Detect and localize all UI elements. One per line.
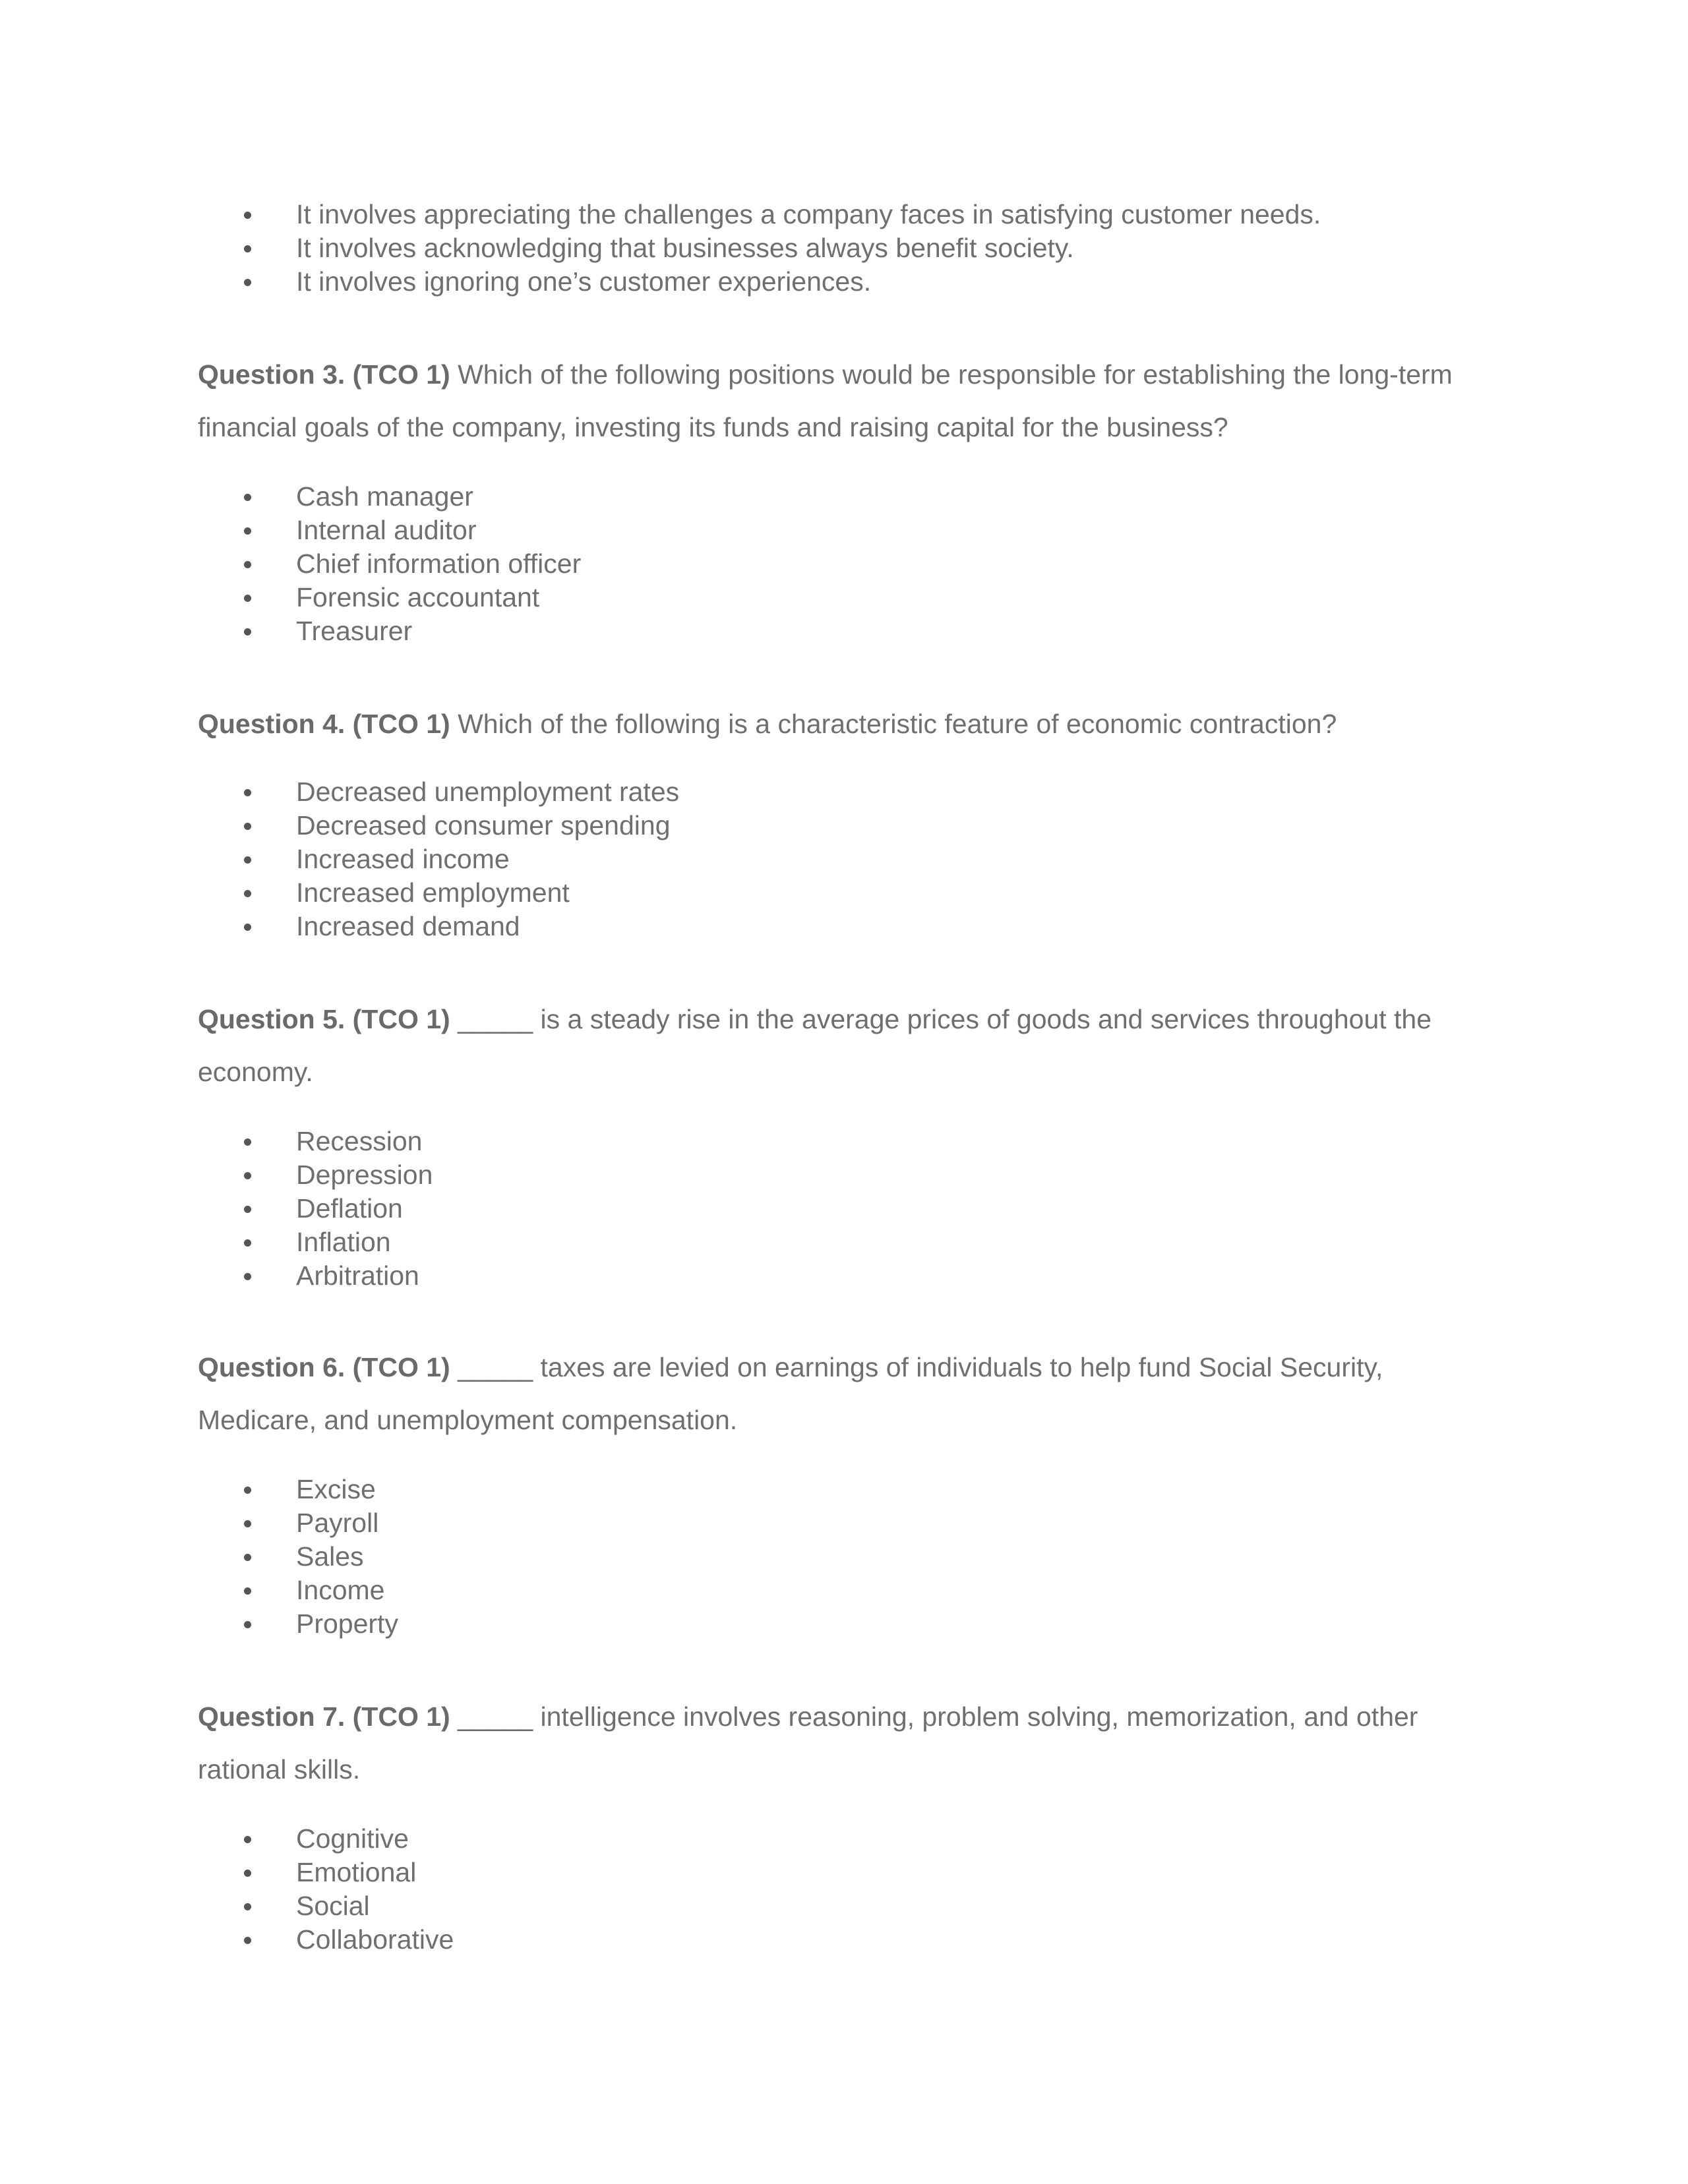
option-item: Treasurer <box>244 614 581 648</box>
question-5 <box>198 993 1490 1098</box>
option-item: Arbitration <box>244 1259 433 1293</box>
question-7 <box>198 1690 1490 1796</box>
option-item: Recession <box>244 1125 433 1158</box>
question-7-options <box>244 1822 454 1957</box>
option-item: Income <box>244 1574 398 1607</box>
option-item: Cash manager <box>244 480 581 514</box>
option-item: Internal auditor <box>244 514 581 547</box>
question-text: Which of the following positions would be responsible for establishing the long-term financial goals of the company, investing its funds and raising capital for the business? <box>198 359 1453 442</box>
question-label: Question 5. (TCO 1) <box>198 1004 450 1034</box>
option-item: Payroll <box>244 1506 398 1540</box>
option-item: Sales <box>244 1540 398 1574</box>
question-6-options <box>244 1473 398 1641</box>
question-label: Question 3. (TCO 1) <box>198 359 450 390</box>
option-item: Cognitive <box>244 1822 454 1856</box>
option-item: Emotional <box>244 1856 454 1889</box>
option-item: It involves ignoring one’s customer experiences. <box>244 265 1321 299</box>
question-4 <box>198 697 1490 750</box>
question-text: _____ taxes are levied on earnings of individuals to help fund Social Security, Medicare, and unemployment compensation. <box>198 1352 1383 1435</box>
option-item: Deflation <box>244 1192 433 1225</box>
question-text: _____ intelligence involves reasoning, problem solving, memorization, and other rational skills. <box>198 1701 1418 1785</box>
option-item: Increased demand <box>244 910 679 943</box>
option-item: Depression <box>244 1158 433 1192</box>
option-item: Increased income <box>244 842 679 876</box>
question-text: Which of the following is a characteristic feature of economic contraction? <box>458 709 1337 739</box>
option-item: Decreased consumer spending <box>244 809 679 842</box>
question-label: Question 7. (TCO 1) <box>198 1701 450 1732</box>
option-item: Excise <box>244 1473 398 1506</box>
question-5-options <box>244 1125 433 1293</box>
option-item: Collaborative <box>244 1923 454 1957</box>
question-4-options <box>244 775 679 943</box>
option-item: Forensic accountant <box>244 581 581 614</box>
question-3 <box>198 348 1490 454</box>
option-item: Social <box>244 1889 454 1923</box>
option-item: It involves appreciating the challenges a company faces in satisfying customer needs. <box>244 198 1321 231</box>
option-item: It involves acknowledging that businesses always benefit society. <box>244 231 1321 265</box>
question-label: Question 6. (TCO 1) <box>198 1352 450 1382</box>
option-item: Increased employment <box>244 876 679 910</box>
question-text: _____ is a steady rise in the average prices of goods and services throughout the economy. <box>198 1004 1432 1087</box>
option-item: Property <box>244 1607 398 1641</box>
option-item: Inflation <box>244 1225 433 1259</box>
option-item: Decreased unemployment rates <box>244 775 679 809</box>
question-6 <box>198 1341 1490 1446</box>
question-3-options <box>244 480 581 648</box>
continued-option-list <box>244 198 1321 299</box>
question-label: Question 4. (TCO 1) <box>198 709 450 739</box>
option-item: Chief information officer <box>244 547 581 581</box>
